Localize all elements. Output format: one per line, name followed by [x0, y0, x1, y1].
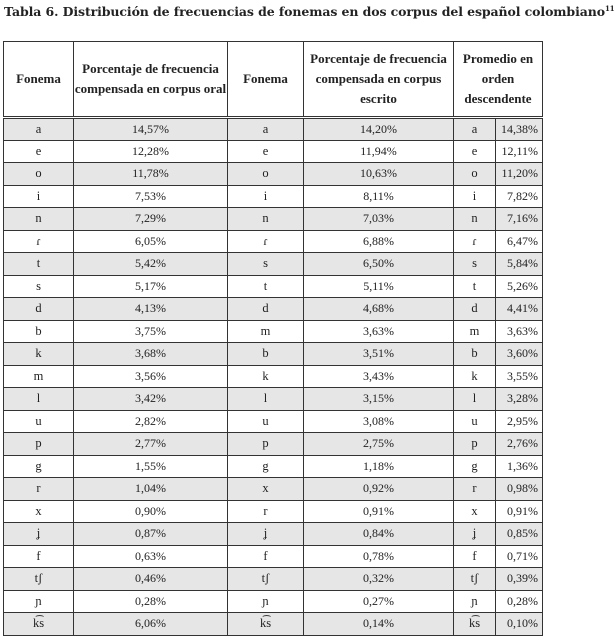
percent-oral-cell: 12,28%: [74, 140, 228, 163]
phoneme-promedio-cell: s: [454, 253, 496, 276]
phoneme-escrito-cell: d: [228, 298, 304, 321]
header-pct-escrito: Porcentaje de frecuencia compensada en corpus escrito: [304, 42, 454, 118]
percent-promedio-cell: 6,47%: [496, 230, 543, 253]
phoneme-promedio-cell: tʃ: [454, 568, 496, 591]
phoneme-promedio-cell: ɲ: [454, 590, 496, 613]
phoneme-promedio-cell: t: [454, 275, 496, 298]
percent-oral-cell: 0,28%: [74, 590, 228, 613]
phoneme-promedio-cell: l: [454, 388, 496, 411]
phoneme-oral-cell: e: [4, 140, 74, 163]
percent-escrito-cell: 0,84%: [304, 523, 454, 546]
phoneme-promedio-cell: k͡s: [454, 613, 496, 636]
phoneme-escrito-cell: o: [228, 163, 304, 186]
percent-escrito-cell: 3,15%: [304, 388, 454, 411]
table-row: [4, 298, 543, 321]
phoneme-promedio-cell: u: [454, 410, 496, 433]
percent-oral-cell: 7,29%: [74, 208, 228, 231]
table-row: [4, 275, 543, 298]
percent-escrito-cell: 3,63%: [304, 320, 454, 343]
percent-promedio-cell: 11,20%: [496, 163, 543, 186]
percent-promedio-cell: 1,36%: [496, 455, 543, 478]
percent-oral-cell: 0,63%: [74, 545, 228, 568]
header-pct-oral: Porcentaje de frecuencia compensada en corpus oral: [74, 42, 228, 118]
table-row: [4, 230, 543, 253]
phoneme-promedio-cell: x: [454, 500, 496, 523]
table-row: [4, 590, 543, 613]
percent-promedio-cell: 0,85%: [496, 523, 543, 546]
phoneme-oral-cell: ʝ: [4, 523, 74, 546]
phoneme-escrito-cell: k: [228, 365, 304, 388]
phoneme-escrito-cell: t: [228, 275, 304, 298]
phoneme-promedio-cell: m: [454, 320, 496, 343]
percent-oral-cell: 11,78%: [74, 163, 228, 186]
percent-oral-cell: 6,06%: [74, 613, 228, 636]
phoneme-promedio-cell: g: [454, 455, 496, 478]
table-row: [4, 545, 543, 568]
percent-promedio-cell: 3,55%: [496, 365, 543, 388]
table-row: [4, 118, 543, 141]
phoneme-promedio-cell: ʝ: [454, 523, 496, 546]
phoneme-promedio-cell: i: [454, 185, 496, 208]
percent-promedio-cell: 0,28%: [496, 590, 543, 613]
table-row: [4, 433, 543, 456]
percent-escrito-cell: 3,08%: [304, 410, 454, 433]
percent-escrito-cell: 2,75%: [304, 433, 454, 456]
percent-promedio-cell: 3,60%: [496, 343, 543, 366]
phoneme-escrito-cell: i: [228, 185, 304, 208]
phoneme-promedio-cell: o: [454, 163, 496, 186]
phoneme-promedio-cell: ɾ: [454, 230, 496, 253]
phoneme-promedio-cell: a: [454, 118, 496, 141]
phoneme-escrito-cell: r: [228, 500, 304, 523]
phoneme-oral-cell: k: [4, 343, 74, 366]
phoneme-oral-cell: p: [4, 433, 74, 456]
percent-escrito-cell: 7,03%: [304, 208, 454, 231]
table-row: [4, 500, 543, 523]
phoneme-promedio-cell: n: [454, 208, 496, 231]
table-row: [4, 208, 543, 231]
header-promedio: Promedio en orden descendente: [454, 42, 543, 118]
phoneme-escrito-cell: b: [228, 343, 304, 366]
percent-escrito-cell: 14,20%: [304, 118, 454, 141]
phoneme-escrito-cell: u: [228, 410, 304, 433]
percent-promedio-cell: 0,71%: [496, 545, 543, 568]
percent-promedio-cell: 2,95%: [496, 410, 543, 433]
table-row: [4, 388, 543, 411]
percent-oral-cell: 3,56%: [74, 365, 228, 388]
phoneme-escrito-cell: g: [228, 455, 304, 478]
phoneme-promedio-cell: e: [454, 140, 496, 163]
phoneme-escrito-cell: e: [228, 140, 304, 163]
percent-promedio-cell: 5,26%: [496, 275, 543, 298]
percent-promedio-cell: 0,10%: [496, 613, 543, 636]
percent-promedio-cell: 7,16%: [496, 208, 543, 231]
percent-oral-cell: 3,75%: [74, 320, 228, 343]
percent-escrito-cell: 3,51%: [304, 343, 454, 366]
phoneme-escrito-cell: k͡s: [228, 613, 304, 636]
phoneme-escrito-cell: x: [228, 478, 304, 501]
table-caption: [4, 4, 615, 20]
percent-oral-cell: 1,04%: [74, 478, 228, 501]
phoneme-promedio-cell: d: [454, 298, 496, 321]
percent-oral-cell: 2,77%: [74, 433, 228, 456]
table-row: [4, 185, 543, 208]
percent-escrito-cell: 0,91%: [304, 500, 454, 523]
phoneme-escrito-cell: l: [228, 388, 304, 411]
phoneme-escrito-cell: ɲ: [228, 590, 304, 613]
table-body: [4, 118, 543, 636]
table-row: [4, 320, 543, 343]
percent-promedio-cell: 0,39%: [496, 568, 543, 591]
percent-promedio-cell: 14,38%: [496, 118, 543, 141]
percent-promedio-cell: 4,41%: [496, 298, 543, 321]
phoneme-oral-cell: x: [4, 500, 74, 523]
percent-escrito-cell: 0,78%: [304, 545, 454, 568]
percent-oral-cell: 6,05%: [74, 230, 228, 253]
percent-oral-cell: 0,87%: [74, 523, 228, 546]
phoneme-oral-cell: t: [4, 253, 74, 276]
percent-promedio-cell: 12,11%: [496, 140, 543, 163]
phoneme-oral-cell: i: [4, 185, 74, 208]
percent-escrito-cell: 11,94%: [304, 140, 454, 163]
percent-promedio-cell: 2,76%: [496, 433, 543, 456]
table-row: [4, 455, 543, 478]
table-row: [4, 568, 543, 591]
percent-escrito-cell: 0,27%: [304, 590, 454, 613]
table-row: [4, 253, 543, 276]
percent-escrito-cell: 10,63%: [304, 163, 454, 186]
phoneme-oral-cell: u: [4, 410, 74, 433]
phoneme-oral-cell: m: [4, 365, 74, 388]
caption-footnote-marker: 11: [604, 4, 615, 13]
percent-oral-cell: 3,42%: [74, 388, 228, 411]
phoneme-promedio-cell: r: [454, 478, 496, 501]
phoneme-oral-cell: g: [4, 455, 74, 478]
percent-oral-cell: 14,57%: [74, 118, 228, 141]
phoneme-escrito-cell: a: [228, 118, 304, 141]
percent-escrito-cell: 6,50%: [304, 253, 454, 276]
phoneme-promedio-cell: b: [454, 343, 496, 366]
percent-oral-cell: 0,46%: [74, 568, 228, 591]
phoneme-promedio-cell: f: [454, 545, 496, 568]
percent-promedio-cell: 3,63%: [496, 320, 543, 343]
percent-promedio-cell: 0,91%: [496, 500, 543, 523]
percent-oral-cell: 2,82%: [74, 410, 228, 433]
table-row: [4, 478, 543, 501]
percent-oral-cell: 3,68%: [74, 343, 228, 366]
header-fonema-oral: Fonema: [4, 42, 74, 118]
table-row: [4, 140, 543, 163]
table-row: [4, 163, 543, 186]
phoneme-escrito-cell: m: [228, 320, 304, 343]
phoneme-oral-cell: o: [4, 163, 74, 186]
percent-promedio-cell: 0,98%: [496, 478, 543, 501]
percent-escrito-cell: 6,88%: [304, 230, 454, 253]
percent-escrito-cell: 3,43%: [304, 365, 454, 388]
table-row: [4, 343, 543, 366]
phoneme-oral-cell: a: [4, 118, 74, 141]
percent-escrito-cell: 1,18%: [304, 455, 454, 478]
phoneme-oral-cell: b: [4, 320, 74, 343]
phoneme-oral-cell: ɾ: [4, 230, 74, 253]
phoneme-escrito-cell: p: [228, 433, 304, 456]
phoneme-oral-cell: f: [4, 545, 74, 568]
phoneme-promedio-cell: p: [454, 433, 496, 456]
percent-promedio-cell: 7,82%: [496, 185, 543, 208]
percent-escrito-cell: 4,68%: [304, 298, 454, 321]
percent-oral-cell: 0,90%: [74, 500, 228, 523]
percent-oral-cell: 7,53%: [74, 185, 228, 208]
phoneme-escrito-cell: s: [228, 253, 304, 276]
percent-promedio-cell: 5,84%: [496, 253, 543, 276]
phoneme-escrito-cell: ɾ: [228, 230, 304, 253]
phoneme-oral-cell: tʃ: [4, 568, 74, 591]
phoneme-oral-cell: ɲ: [4, 590, 74, 613]
percent-oral-cell: 4,13%: [74, 298, 228, 321]
percent-escrito-cell: 0,14%: [304, 613, 454, 636]
percent-escrito-cell: 8,11%: [304, 185, 454, 208]
table-row: [4, 365, 543, 388]
phoneme-escrito-cell: ʝ: [228, 523, 304, 546]
phoneme-escrito-cell: f: [228, 545, 304, 568]
table-header-row: [4, 42, 543, 118]
percent-oral-cell: 5,42%: [74, 253, 228, 276]
phoneme-oral-cell: n: [4, 208, 74, 231]
table-row: [4, 613, 543, 636]
phoneme-oral-cell: l: [4, 388, 74, 411]
caption-text: Tabla 6. Distribución de frecuencias de fonemas en dos corpus del español colombiano: [4, 4, 605, 20]
table-row: [4, 410, 543, 433]
phoneme-oral-cell: r: [4, 478, 74, 501]
phoneme-escrito-cell: tʃ: [228, 568, 304, 591]
percent-escrito-cell: 5,11%: [304, 275, 454, 298]
percent-oral-cell: 5,17%: [74, 275, 228, 298]
phoneme-escrito-cell: n: [228, 208, 304, 231]
percent-promedio-cell: 3,28%: [496, 388, 543, 411]
header-fonema-escrito: Fonema: [228, 42, 304, 118]
table-row: [4, 523, 543, 546]
phoneme-oral-cell: d: [4, 298, 74, 321]
phoneme-oral-cell: s: [4, 275, 74, 298]
phoneme-frequency-table: [3, 41, 543, 636]
percent-escrito-cell: 0,32%: [304, 568, 454, 591]
phoneme-promedio-cell: k: [454, 365, 496, 388]
percent-oral-cell: 1,55%: [74, 455, 228, 478]
percent-escrito-cell: 0,92%: [304, 478, 454, 501]
phoneme-oral-cell: k͡s: [4, 613, 74, 636]
